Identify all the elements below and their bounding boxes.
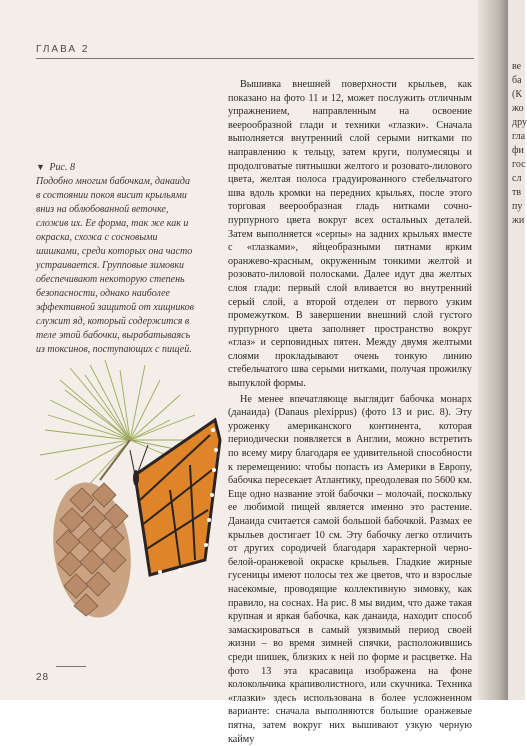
spill-line: ба bbox=[512, 75, 522, 86]
header-rule bbox=[36, 58, 474, 59]
twig bbox=[100, 440, 130, 480]
monarch-butterfly-illustration bbox=[130, 420, 220, 575]
spill-line: гла bbox=[512, 131, 526, 142]
page-number: 28 bbox=[36, 672, 50, 683]
butterfly-pinecone-illustration bbox=[30, 360, 230, 620]
spill-line: жо bbox=[512, 103, 524, 114]
folio-rule bbox=[56, 666, 86, 667]
spill-line: (К bbox=[512, 89, 522, 100]
spill-line: гос bbox=[512, 159, 526, 170]
paragraph-2: Не менее впечатляюще выглядит бабочка монарх (данаида) (Danaus plexippus) (фото 13 и рис. 8). Эту уроженку американского континента, которая периодически появляется в Англии, можно встретить по всему миру благодаря ее удивительной способности к перемещению: чтобы попасть из Америки в Европу, бабочка пересекает Атлантику, преодолевая по 5600 км. Еще одно название этой бабочки – молочай, поскольку ее любимой пищей является именно это растение. Данаида считается самой большой бабочкой. Размах ее крыльев достигает 10 см. Эту бабочку легко отличить от других сородичей благодаря характерной черно-белой-оранжевой окраске крыльев. Гладкие жирные гусеницы имеют полосы тех же цветов, что и взрослые насекомые, проводящие коллективную зимовку, как правило, на соснах. На рис. 8 мы видим, что даже такая крупная и яркая бабочка, как данаида, находит способ замаскироваться в самый уязвимый период своей жизни – во время зимней спячки, расположившись среди шишек, близких к ней по форме и расцветке. На фото 13 эта красавица изображена на фоне колокольчика крапиволистного, или скучника. Техника «глазки» здесь использована в более усложненном варианте: сначала выполняются большие оранжевые пятна, затем вокруг них вышивают узкую черную кайму bbox=[228, 393, 472, 745]
facing-page-text bbox=[512, 60, 525, 228]
spill-line: жи bbox=[512, 215, 525, 226]
spill-line: ве bbox=[512, 61, 522, 72]
spill-line: тв bbox=[512, 187, 522, 198]
caption-marker: ▼ bbox=[36, 162, 45, 172]
pine-cone-illustration bbox=[45, 477, 139, 622]
spill-line: сл bbox=[512, 173, 522, 184]
spill-line: дру bbox=[512, 117, 527, 128]
spill-line: фи bbox=[512, 145, 524, 156]
caption-label: Рис. 8 bbox=[49, 162, 75, 173]
caption-text: Подобно многим бабочкам, данаида в состоянии покоя висит крыльями вниз на облюбованной веточке, сложив их. Ее форма, так же как и окраска, схожа с сосновыми шишками, среди которых она часто устраивается. Групповые зимовки обеспечивают некоторую степень безопасности, однако наиболее эффективной защитой от хищников служит яд, который содержится в теле этой бабочки, вырабатываясь из токсинов, поступающих с пищей. bbox=[36, 176, 194, 355]
paragraph-1: Вышивка внешней поверхности крыльев, как показано на фото 11 и 12, может послужить отличным упражнением, направленным на освоение веерообразной глади и техники «глазки». Сначала выполняется внутренний слой серыми нитками по направлению к тельцу, затем круги, полумесяцы и продолговатые пятнышки желтого и розовато-лилового цвета, желтая полоса градуированного стебельчатого шва вдоль кромки на передних крыльях, после этого торговая веерообразная гладь нитками сочно-пурпурного цвета вокруг всех остальных деталей. Затем выполняется «серпы» на задних крыльях вместе с «глазками», яйцеобразными пятнами ярким оранжево-красным, окруженным тонкими желтой и розовато-лиловой полосками. Далее идут два желтых слоя глади: первый слой вливается во внутренний серый слой, а второй отделен от первого узким промежутком. В завершении внешний слой густого пурпурного цвета заполняет пространство вокруг «глаз» и серповидных пятен. Между двумя желтыми слоями прокладывают очень тонкую линию стебельчатого шва серыми нитками, получая прожилку выпуклой формы. bbox=[228, 79, 472, 390]
chapter-header: ГЛАВА 2 bbox=[36, 44, 90, 55]
figure-caption bbox=[36, 160, 196, 357]
spill-line: пу bbox=[512, 201, 523, 212]
main-text-column bbox=[228, 78, 472, 746]
